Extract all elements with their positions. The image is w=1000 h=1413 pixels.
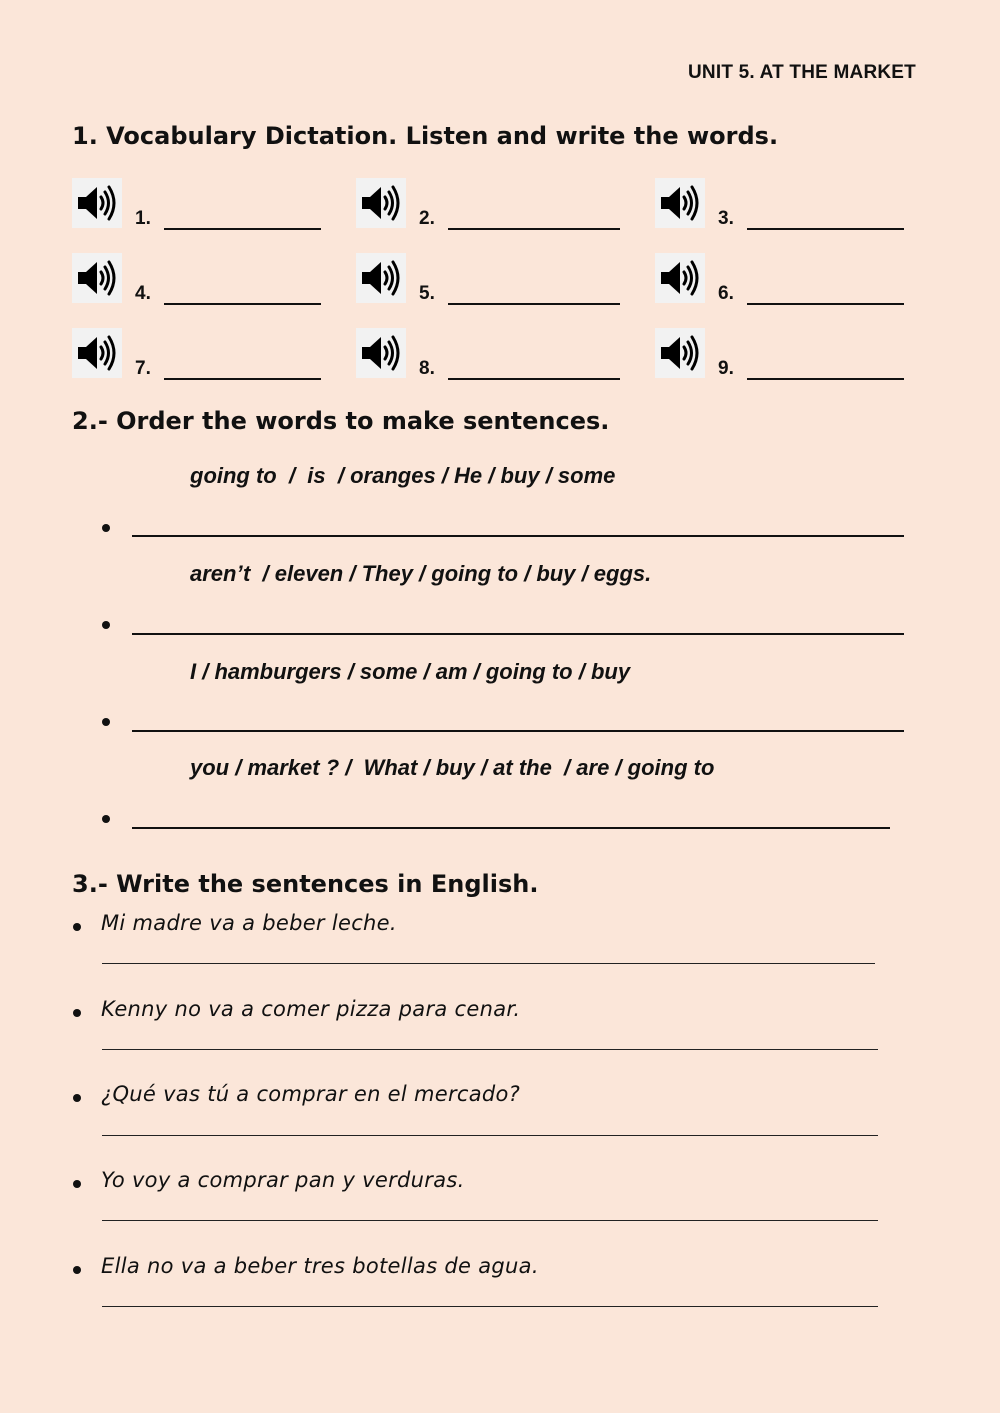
- translation-line-5[interactable]: [102, 1306, 878, 1307]
- dictation-number: 7.: [135, 358, 151, 379]
- scrambled-words-2: aren’t / eleven / They / going to / buy / eggs.: [190, 561, 652, 586]
- speaker-icon[interactable]: [72, 328, 122, 378]
- dictation-item: [356, 178, 616, 234]
- dictation-item: [356, 328, 616, 384]
- dictation-answer-line[interactable]: [448, 378, 620, 380]
- bullet: [102, 524, 110, 532]
- spanish-sentence-2: Kenny no va a comer pizza para cenar.: [101, 997, 521, 1021]
- speaker-icon[interactable]: [356, 178, 406, 228]
- dictation-answer-line[interactable]: [164, 228, 321, 230]
- dictation-item: [655, 328, 915, 384]
- bullet: [73, 1094, 81, 1102]
- bullet: [73, 1266, 81, 1274]
- speaker-icon[interactable]: [72, 178, 122, 228]
- speaker-icon[interactable]: [655, 178, 705, 228]
- dictation-item: [72, 253, 332, 309]
- scrambled-words-4: you / market ? / What / buy / at the / are / going to: [190, 755, 715, 780]
- dictation-item: [72, 178, 332, 234]
- speaker-icon[interactable]: [356, 328, 406, 378]
- speaker-icon[interactable]: [356, 253, 406, 303]
- spanish-sentence-3: ¿Qué vas tú a comprar en el mercado?: [101, 1082, 521, 1106]
- unit-title: UNIT 5. AT THE MARKET: [688, 62, 916, 83]
- dictation-number: 4.: [135, 283, 151, 304]
- dictation-answer-line[interactable]: [448, 303, 620, 305]
- dictation-number: 2.: [419, 208, 435, 229]
- bullet: [73, 923, 81, 931]
- dictation-number: 5.: [419, 283, 435, 304]
- dictation-answer-line[interactable]: [448, 228, 620, 230]
- dictation-answer-line[interactable]: [164, 378, 321, 380]
- speaker-icon[interactable]: [655, 328, 705, 378]
- spanish-sentence-1: Mi madre va a beber leche.: [101, 911, 397, 935]
- bullet: [102, 718, 110, 726]
- translation-line-3[interactable]: [102, 1135, 878, 1136]
- translation-line-2[interactable]: [102, 1049, 878, 1050]
- dictation-answer-line[interactable]: [747, 228, 904, 230]
- dictation-number: 1.: [135, 208, 151, 229]
- answer-line-3[interactable]: [132, 730, 904, 732]
- bullet: [102, 815, 110, 823]
- answer-line-4[interactable]: [132, 827, 890, 829]
- scrambled-words-1: going to / is / oranges / He / buy / some: [190, 463, 616, 488]
- bullet: [73, 1180, 81, 1188]
- speaker-icon[interactable]: [72, 253, 122, 303]
- answer-line-2[interactable]: [132, 633, 904, 635]
- spanish-sentence-5: Ella no va a beber tres botellas de agua.: [101, 1254, 539, 1278]
- translation-line-4[interactable]: [102, 1220, 878, 1221]
- dictation-number: 8.: [419, 358, 435, 379]
- speaker-icon[interactable]: [655, 253, 705, 303]
- dictation-answer-line[interactable]: [164, 303, 321, 305]
- section2-heading: 2.- Order the words to make sentences.: [72, 407, 610, 435]
- bullet: [73, 1009, 81, 1017]
- dictation-item: [72, 328, 332, 384]
- answer-line-1[interactable]: [132, 535, 904, 537]
- dictation-answer-line[interactable]: [747, 378, 904, 380]
- bullet: [102, 621, 110, 629]
- section3-heading: 3.- Write the sentences in English.: [72, 870, 539, 898]
- spanish-sentence-4: Yo voy a comprar pan y verduras.: [101, 1168, 465, 1192]
- scrambled-words-3: I / hamburgers / some / am / going to / buy: [190, 659, 631, 684]
- dictation-number: 9.: [718, 358, 734, 379]
- dictation-number: 3.: [718, 208, 734, 229]
- dictation-number: 6.: [718, 283, 734, 304]
- section1-heading: 1. Vocabulary Dictation. Listen and write the words.: [72, 122, 779, 150]
- dictation-item: [356, 253, 616, 309]
- dictation-answer-line[interactable]: [747, 303, 904, 305]
- translation-line-1[interactable]: [102, 963, 875, 964]
- dictation-item: [655, 253, 915, 309]
- dictation-item: [655, 178, 915, 234]
